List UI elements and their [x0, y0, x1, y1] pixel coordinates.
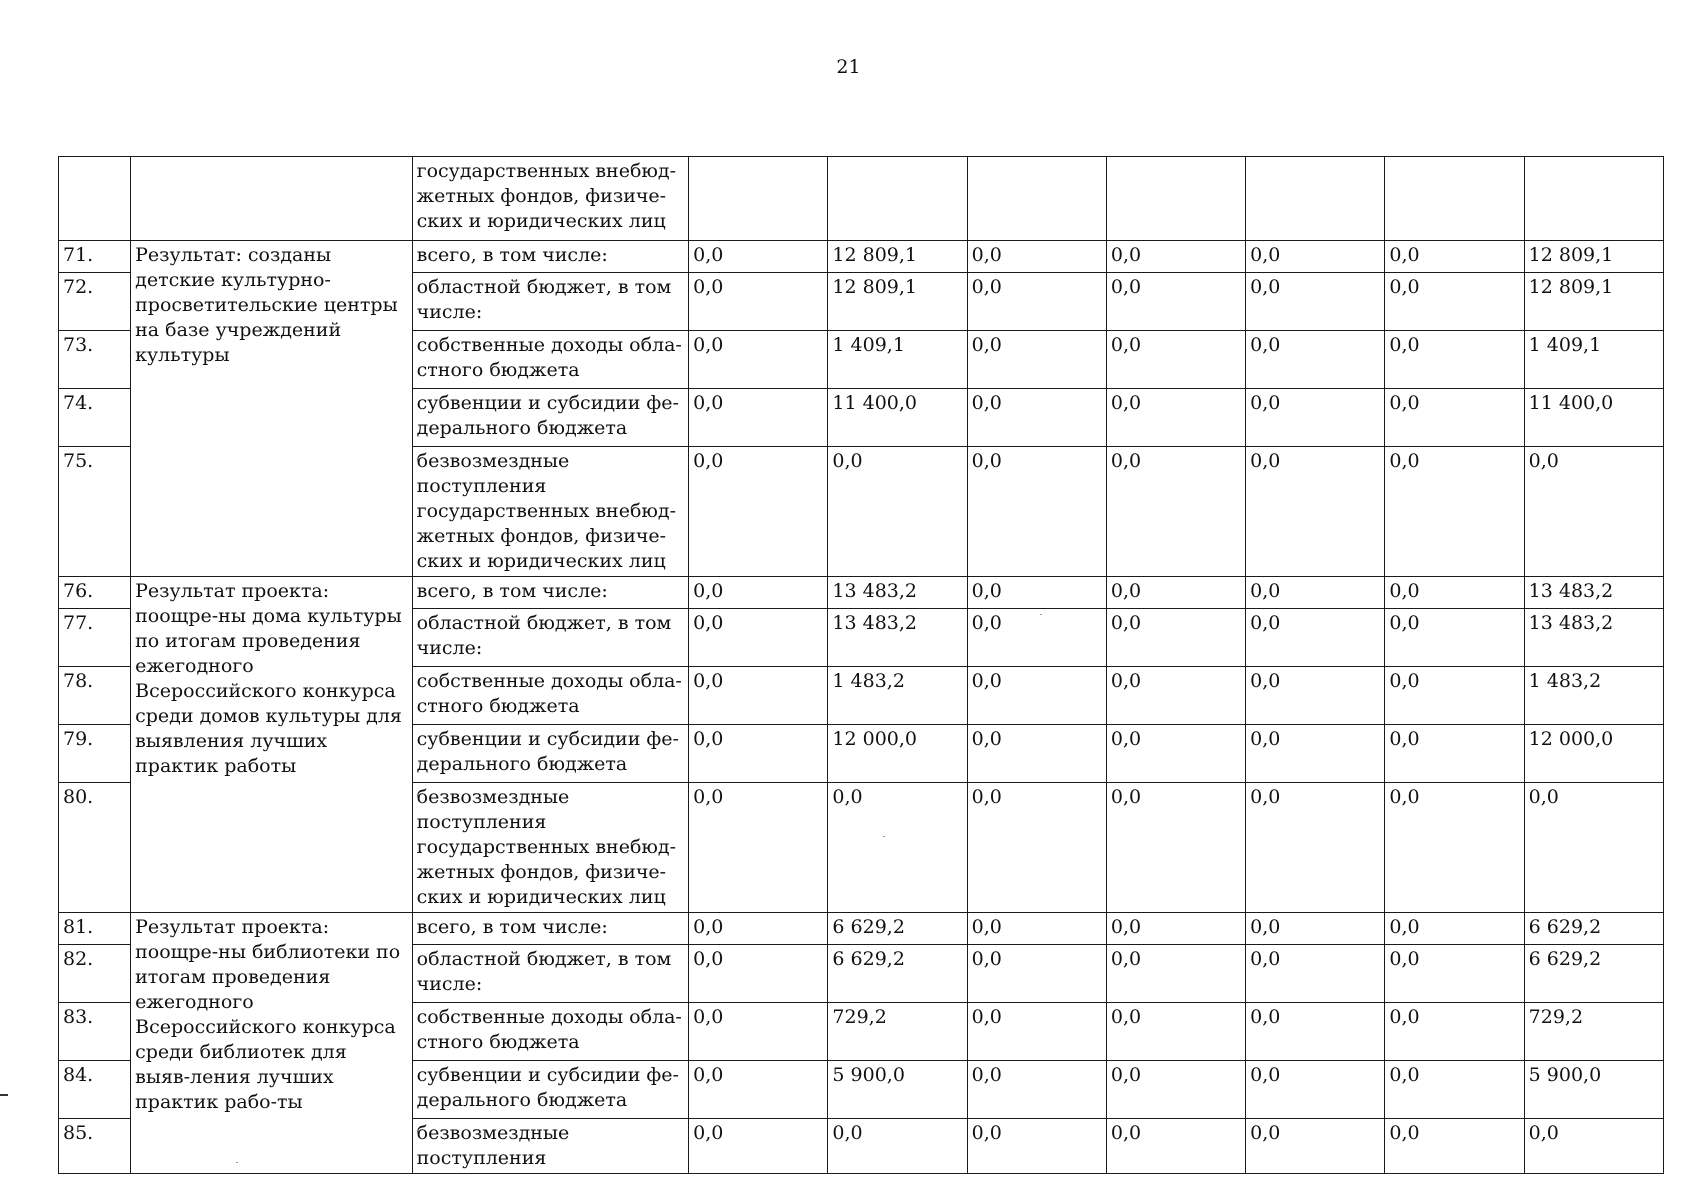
value-cell: 0,0: [1524, 783, 1663, 913]
value-cell: 0,0: [1385, 725, 1524, 783]
value-cell: [1385, 157, 1524, 241]
row-number-cell: 84.: [59, 1061, 131, 1119]
value-cell: 0,0: [1385, 609, 1524, 667]
value-cell: 0,0: [689, 783, 828, 913]
table-row: [59, 577, 1664, 609]
value-cell: 0,0: [1524, 447, 1663, 577]
value-cell: 0,0: [967, 447, 1106, 577]
value-cell: 0,0: [1106, 609, 1245, 667]
funding-source-cell: субвенции и субсидии фе-дерального бюджета: [412, 725, 689, 783]
value-cell: 0,0: [967, 667, 1106, 725]
value-cell: 0,0: [1106, 667, 1245, 725]
value-cell: 0,0: [1246, 725, 1385, 783]
value-cell: 0,0: [1385, 241, 1524, 273]
value-cell: 0,0: [967, 609, 1106, 667]
value-cell: 0,0: [1246, 783, 1385, 913]
funding-source-cell: субвенции и субсидии фе-дерального бюджета: [412, 1061, 689, 1119]
value-cell: 0,0: [1246, 667, 1385, 725]
value-cell: [1106, 157, 1245, 241]
value-cell: 0,0: [1246, 913, 1385, 945]
value-cell: 11 400,0: [828, 389, 967, 447]
row-number-cell: 81.: [59, 913, 131, 945]
value-cell: 0,0: [1385, 1003, 1524, 1061]
value-cell: 0,0: [1106, 447, 1245, 577]
scan-edge-mark: [0, 1094, 8, 1096]
value-cell: 0,0: [1106, 389, 1245, 447]
funding-source-cell: всего, в том числе:: [412, 577, 689, 609]
value-cell: 0,0: [689, 1119, 828, 1174]
value-cell: 0,0: [689, 945, 828, 1003]
value-cell: 6 629,2: [828, 945, 967, 1003]
value-cell: [1246, 157, 1385, 241]
value-cell: 12 809,1: [1524, 273, 1663, 331]
value-cell: 0,0: [967, 241, 1106, 273]
funding-source-cell: областной бюджет, в том числе:: [412, 609, 689, 667]
value-cell: 5 900,0: [1524, 1061, 1663, 1119]
funding-source-cell: государственных внебюд-жетных фондов, физиче-ских и юридических лиц: [412, 157, 689, 241]
value-cell: 0,0: [1385, 577, 1524, 609]
value-cell: 12 809,1: [828, 273, 967, 331]
funding-source-cell: субвенции и субсидии фе-дерального бюджета: [412, 389, 689, 447]
value-cell: 0,0: [689, 1003, 828, 1061]
value-cell: 0,0: [967, 273, 1106, 331]
funding-source-cell: безвозмездные поступления государственных внебюд-жетных фондов, физиче-ских и юридических лиц: [412, 447, 689, 577]
funding-source-cell: безвозмездные поступления: [412, 1119, 689, 1174]
value-cell: 0,0: [967, 783, 1106, 913]
value-cell: 0,0: [1106, 331, 1245, 389]
value-cell: 12 000,0: [828, 725, 967, 783]
value-cell: 13 483,2: [1524, 609, 1663, 667]
value-cell: 1 409,1: [1524, 331, 1663, 389]
value-cell: 0,0: [689, 725, 828, 783]
value-cell: 0,0: [828, 447, 967, 577]
value-cell: 12 809,1: [828, 241, 967, 273]
value-cell: 0,0: [1246, 1003, 1385, 1061]
value-cell: 0,0: [828, 783, 967, 913]
value-cell: 0,0: [1385, 1119, 1524, 1174]
row-number-cell: 83.: [59, 1003, 131, 1061]
row-number-cell: 78.: [59, 667, 131, 725]
value-cell: 0,0: [689, 389, 828, 447]
value-cell: 0,0: [689, 273, 828, 331]
value-cell: 0,0: [689, 577, 828, 609]
table-row-continuation: [59, 157, 1664, 241]
funding-source-cell: всего, в том числе:: [412, 913, 689, 945]
value-cell: [1524, 157, 1663, 241]
value-cell: 13 483,2: [828, 577, 967, 609]
value-cell: 0,0: [1385, 913, 1524, 945]
value-cell: 0,0: [967, 1061, 1106, 1119]
result-cell: Результат проекта: поощре-ны дома культуры по итогам проведения ежегодного Всероссийского конкурса среди домов культуры для выявления лучших практик работы: [131, 577, 413, 913]
value-cell: 0,0: [1106, 577, 1245, 609]
value-cell: 0,0: [967, 1003, 1106, 1061]
value-cell: 729,2: [1524, 1003, 1663, 1061]
value-cell: 0,0: [1106, 913, 1245, 945]
value-cell: 729,2: [828, 1003, 967, 1061]
value-cell: 0,0: [1246, 945, 1385, 1003]
value-cell: 13 483,2: [1524, 577, 1663, 609]
value-cell: 0,0: [1106, 273, 1245, 331]
value-cell: 0,0: [1246, 241, 1385, 273]
value-cell: 0,0: [689, 1061, 828, 1119]
funding-source-cell: безвозмездные поступления государственных внебюд-жетных фондов, физиче-ских и юридических лиц: [412, 783, 689, 913]
value-cell: 1 483,2: [1524, 667, 1663, 725]
value-cell: [967, 157, 1106, 241]
value-cell: 0,0: [1106, 725, 1245, 783]
value-cell: 6 629,2: [1524, 945, 1663, 1003]
funding-source-cell: всего, в том числе:: [412, 241, 689, 273]
table-row: [59, 241, 1664, 273]
value-cell: 11 400,0: [1524, 389, 1663, 447]
value-cell: 6 629,2: [1524, 913, 1663, 945]
value-cell: 0,0: [967, 389, 1106, 447]
value-cell: 0,0: [967, 725, 1106, 783]
page-number: 21: [836, 56, 861, 78]
value-cell: 0,0: [967, 331, 1106, 389]
result-cell: Результат: созданы детские культурно-просветительские центры на базе учреждений культуры: [131, 241, 413, 577]
value-cell: 0,0: [1385, 331, 1524, 389]
value-cell: 0,0: [689, 241, 828, 273]
value-cell: 0,0: [1385, 783, 1524, 913]
row-number-cell: 73.: [59, 331, 131, 389]
value-cell: 0,0: [1106, 1003, 1245, 1061]
value-cell: 0,0: [689, 913, 828, 945]
row-number-cell: 77.: [59, 609, 131, 667]
row-number-cell: 76.: [59, 577, 131, 609]
value-cell: 0,0: [1106, 241, 1245, 273]
value-cell: 0,0: [1106, 783, 1245, 913]
row-number-cell: 72.: [59, 273, 131, 331]
value-cell: 0,0: [1106, 1119, 1245, 1174]
value-cell: 0,0: [1385, 667, 1524, 725]
value-cell: 0,0: [967, 913, 1106, 945]
value-cell: 0,0: [828, 1119, 967, 1174]
budget-table: [58, 156, 1664, 1174]
value-cell: [828, 157, 967, 241]
scan-speck: [236, 1162, 238, 1163]
value-cell: 0,0: [1246, 609, 1385, 667]
row-number-cell: 80.: [59, 783, 131, 913]
scan-speck: [1040, 614, 1042, 615]
value-cell: [689, 157, 828, 241]
value-cell: 0,0: [1246, 1119, 1385, 1174]
value-cell: 0,0: [1385, 389, 1524, 447]
value-cell: 0,0: [1106, 1061, 1245, 1119]
value-cell: 0,0: [967, 945, 1106, 1003]
value-cell: 0,0: [689, 609, 828, 667]
funding-source-cell: областной бюджет, в том числе:: [412, 273, 689, 331]
value-cell: 1 483,2: [828, 667, 967, 725]
value-cell: 0,0: [689, 667, 828, 725]
value-cell: 0,0: [1246, 1061, 1385, 1119]
row-number-cell: [59, 157, 131, 241]
result-cell: Результат проекта: поощре-ны библиотеки по итогам проведения ежегодного Всероссийского конкурса среди библиотек для выяв-ления лучших практик рабо-ты: [131, 913, 413, 1174]
funding-source-cell: областной бюджет, в том числе:: [412, 945, 689, 1003]
value-cell: 0,0: [1246, 577, 1385, 609]
value-cell: 12 000,0: [1524, 725, 1663, 783]
value-cell: 0,0: [1106, 945, 1245, 1003]
funding-source-cell: собственные доходы обла-стного бюджета: [412, 667, 689, 725]
value-cell: 0,0: [967, 1119, 1106, 1174]
value-cell: 0,0: [1246, 447, 1385, 577]
value-cell: 0,0: [1246, 273, 1385, 331]
value-cell: 0,0: [1385, 945, 1524, 1003]
value-cell: 13 483,2: [828, 609, 967, 667]
row-number-cell: 71.: [59, 241, 131, 273]
value-cell: 12 809,1: [1524, 241, 1663, 273]
value-cell: 0,0: [689, 331, 828, 389]
funding-source-cell: собственные доходы обла-стного бюджета: [412, 1003, 689, 1061]
row-number-cell: 85.: [59, 1119, 131, 1174]
row-number-cell: 75.: [59, 447, 131, 577]
value-cell: 0,0: [1246, 331, 1385, 389]
value-cell: 0,0: [1385, 1061, 1524, 1119]
value-cell: 0,0: [967, 577, 1106, 609]
table-body: [59, 157, 1664, 1174]
scan-speck: [883, 836, 885, 837]
value-cell: 0,0: [1246, 389, 1385, 447]
value-cell: 0,0: [1385, 273, 1524, 331]
value-cell: 0,0: [689, 447, 828, 577]
value-cell: 1 409,1: [828, 331, 967, 389]
row-number-cell: 82.: [59, 945, 131, 1003]
value-cell: 5 900,0: [828, 1061, 967, 1119]
row-number-cell: 79.: [59, 725, 131, 783]
value-cell: 0,0: [1385, 447, 1524, 577]
value-cell: 0,0: [1524, 1119, 1663, 1174]
row-number-cell: 74.: [59, 389, 131, 447]
table-row: [59, 913, 1664, 945]
result-cell: [131, 157, 413, 241]
value-cell: 6 629,2: [828, 913, 967, 945]
funding-source-cell: собственные доходы обла-стного бюджета: [412, 331, 689, 389]
